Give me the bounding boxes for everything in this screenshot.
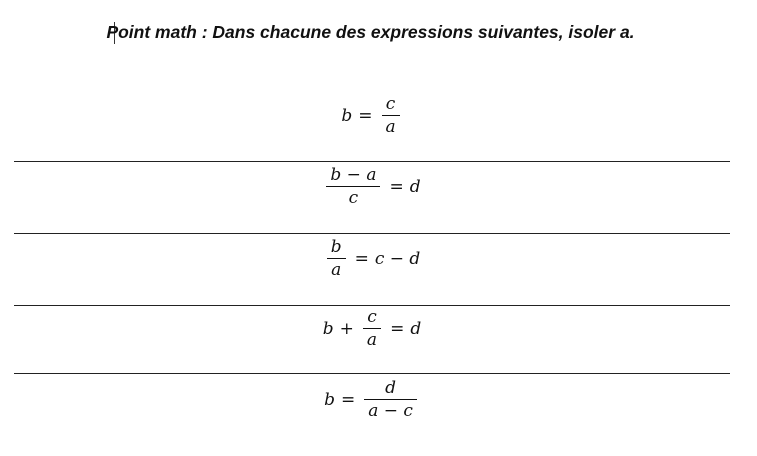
separator-line-1 bbox=[14, 161, 730, 162]
equation-3-rhs: c − d bbox=[374, 248, 421, 269]
equation-2-fraction bbox=[326, 166, 380, 207]
equation-4-denominator: a bbox=[366, 330, 378, 350]
equation-5-lhs: b bbox=[324, 389, 335, 410]
equation-5-equals: = bbox=[340, 389, 356, 410]
equation-3-numerator: b bbox=[330, 237, 342, 257]
equation-4 bbox=[14, 308, 730, 349]
equation-3-fraction bbox=[327, 238, 346, 279]
equation-1 bbox=[14, 95, 730, 136]
equation-5-fraction bbox=[364, 379, 417, 420]
equation-2 bbox=[14, 166, 730, 207]
equation-1-lhs: b bbox=[341, 105, 353, 126]
equation-5-denominator: a − c bbox=[368, 401, 413, 421]
separator-line-3 bbox=[14, 305, 730, 306]
equation-5 bbox=[14, 379, 730, 420]
equation-4-lhs: b bbox=[322, 318, 334, 339]
equation-3-denominator: a bbox=[331, 260, 342, 280]
equation-1-fraction bbox=[382, 95, 400, 136]
page-title: Point math : Dans chacune des expressions suivantes, isoler a. bbox=[106, 22, 635, 42]
equation-2-denominator: c bbox=[348, 188, 359, 208]
equation-2-rhs: d bbox=[409, 176, 421, 197]
equation-4-rhs: d bbox=[410, 318, 422, 339]
equation-3-equals: = bbox=[354, 248, 369, 269]
equation-2-numerator: b − a bbox=[330, 165, 377, 185]
separator-line-4 bbox=[14, 373, 730, 374]
equation-5-numerator: d bbox=[385, 378, 396, 398]
equation-4-numerator: c bbox=[367, 307, 377, 327]
equation-3 bbox=[14, 238, 730, 279]
equation-2-equals: = bbox=[389, 176, 404, 197]
equation-4-fraction bbox=[363, 308, 381, 349]
equation-1-denominator: a bbox=[385, 117, 396, 137]
equation-1-equals: = bbox=[358, 105, 373, 126]
equation-1-numerator: c bbox=[385, 94, 396, 114]
separator-line-2 bbox=[14, 233, 730, 234]
equation-4-plus: + bbox=[339, 318, 354, 339]
equation-4-equals: = bbox=[390, 318, 405, 339]
